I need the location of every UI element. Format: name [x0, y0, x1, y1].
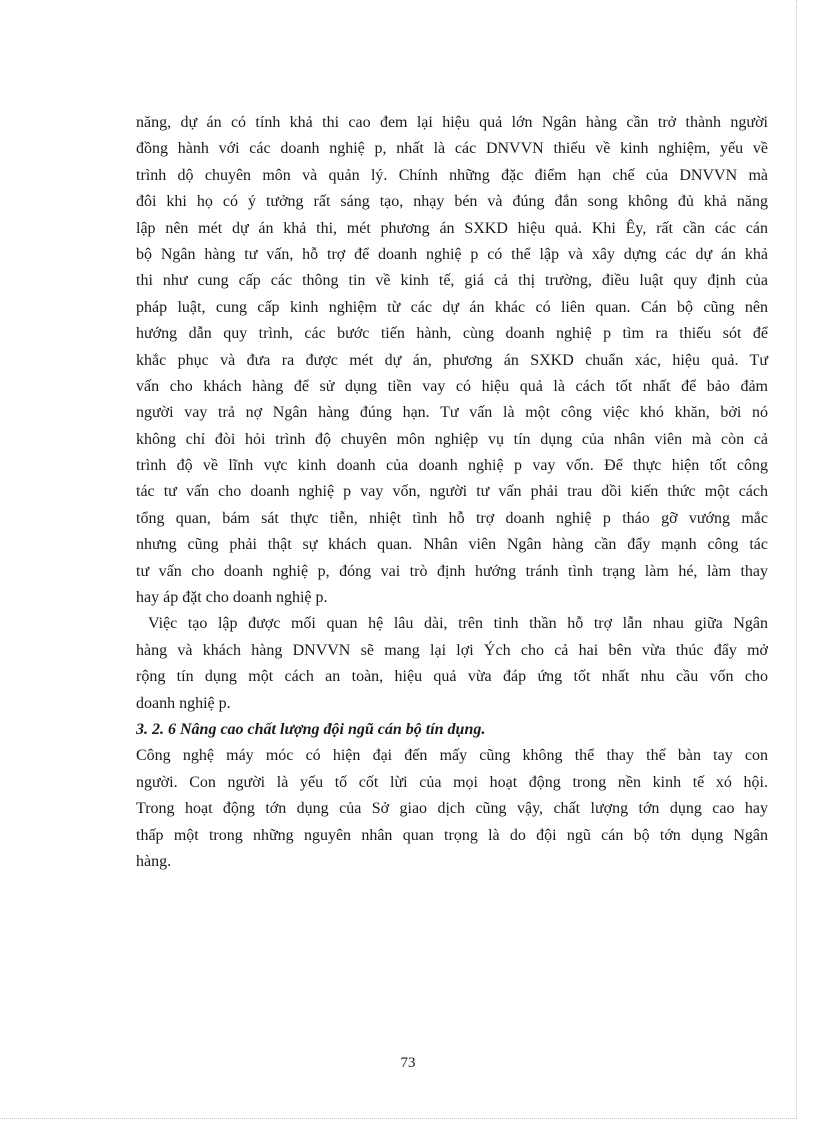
paragraph-1-line: bộ Ngân hàng tư vấn, hỗ trợ để doanh nghiệ p có thể lập và xây dựng các dự án khả [136, 245, 768, 263]
paragraph-1-line: tư vấn cho doanh nghiệ p, đóng vai trò định hướng tránh tình trạng làm hé, làm thay [136, 562, 768, 580]
page-number: 73 [400, 1055, 416, 1071]
paragraph-1-line: đồng hành với các doanh nghiệ p, nhất là các DNVVN thiếu về kinh nghiệm, yếu về [136, 140, 768, 158]
paragraph-1-line: khắc phục và đưa ra được mét dự án, phương án SXKD chuẩn xác, hiệu quả. Tư [136, 351, 768, 369]
section-paragraph-line: Trong hoạt động tớn dụng của Sở giao dịch cũng vậy, chất lượng tớn dụng cao hay [136, 800, 768, 818]
paragraph-1-line: nhưng cũng phải thật sự khách quan. Nhân viên Ngân hàng cần đẩy mạnh công tác [136, 536, 768, 554]
paragraph-1-line: tác tư vấn cho doanh nghiệ p vay vốn, người tư vấn phải trau dồi kiến thức một cách [136, 483, 768, 501]
section-heading: 3. 2. 6 Nâng cao chất lượng đội ngũ cán bộ tín dụng. [136, 720, 486, 738]
paragraph-1-line: năng, dự án có tính khả thi cao đem lại hiệu quả lớn Ngân hàng cần trở thành người [136, 114, 768, 131]
paragraph-1-line: không chỉ đòi hỏi trình độ chuyên môn nghiệp vụ tín dụng của nhân viên mà còn cả [136, 430, 768, 448]
body-text [136, 110, 768, 875]
paragraph-2-line: Việc tạo lập được mối quan hệ lâu dài, trên tinh thần hỗ trợ lẫn nhau giữa Ngân [148, 615, 768, 633]
section-paragraph-line: người. Con người là yếu tố cốt lừi của mọi hoạt động trong nền kinh tế xó hội. [136, 773, 768, 791]
paragraph-1-line: hướng dẫn quy trình, các bước tiến hành, cùng doanh nghiệ p tìm ra thiếu sót để [136, 325, 768, 343]
paragraph-1-line: trình dộ chuyên môn và quản lý. Chính những đặc điểm hạn chế của DNVVN mà [136, 166, 768, 184]
paragraph-1-line: tổng quan, bám sát thực tiễn, nhiệt tình hỗ trợ doanh nghiệ p tháo gỡ vướng mắc [136, 509, 768, 527]
page-border-right [796, 0, 798, 1118]
paragraph-1-line: vấn cho khách hàng để sử dụng tiền vay có hiệu quả là cách tốt nhất để bảo đảm [136, 377, 768, 395]
paragraph-1-line: người vay trả nợ Ngân hàng đúng hạn. Tư vấn là một công việc khó khăn, bởi nó [136, 404, 768, 422]
paragraph-2-line: doanh nghiệ p. [136, 694, 231, 712]
section-paragraph-line: thấp một trong những nguyên nhân quan trọng là do đội ngũ cán bộ tớn dụng Ngân [136, 826, 768, 844]
paragraph-1-line: trình độ về lĩnh vực kinh doanh của doanh nghiệ p vay vốn. Để thực hiện tốt công [136, 457, 768, 475]
paragraph-1-line: pháp luật, cung cấp kinh nghiệm từ các dự án khác có liên quan. Cán bộ cũng nên [136, 298, 768, 316]
paragraph-1-line: đôi khi họ có ý tưởng rất sáng tạo, nhạy bén và đúng đắn song không đủ khả năng [136, 193, 768, 211]
paragraph-2-line: rộng tín dụng một cách an toàn, hiệu quả vừa đáp ứng tốt nhất nhu cầu vốn cho [136, 668, 768, 686]
section-paragraph-line: Công nghệ máy móc có hiện đại đến mấy cũng không thể thay thế bàn tay con [136, 747, 768, 765]
paragraph-1-line: thi như cung cấp các thông tin về kinh tế, giá cả thị trường, điều luật quy định của [136, 272, 768, 290]
paragraph-1-line: lập nên mét dự án khả thi, mét phương án SXKD hiệu quả. Khi Êy, rất cần các cán [136, 219, 768, 237]
paragraph-2-line: hàng và khách hàng DNVVN sẽ mang lại lợi Ých cho cả hai bên vừa thúc đẩy mở [136, 641, 768, 659]
paragraph-1-line: hay áp đặt cho doanh nghiệ p. [136, 589, 328, 607]
page-border-bottom [0, 1118, 797, 1120]
section-paragraph-line: hàng. [136, 852, 172, 870]
